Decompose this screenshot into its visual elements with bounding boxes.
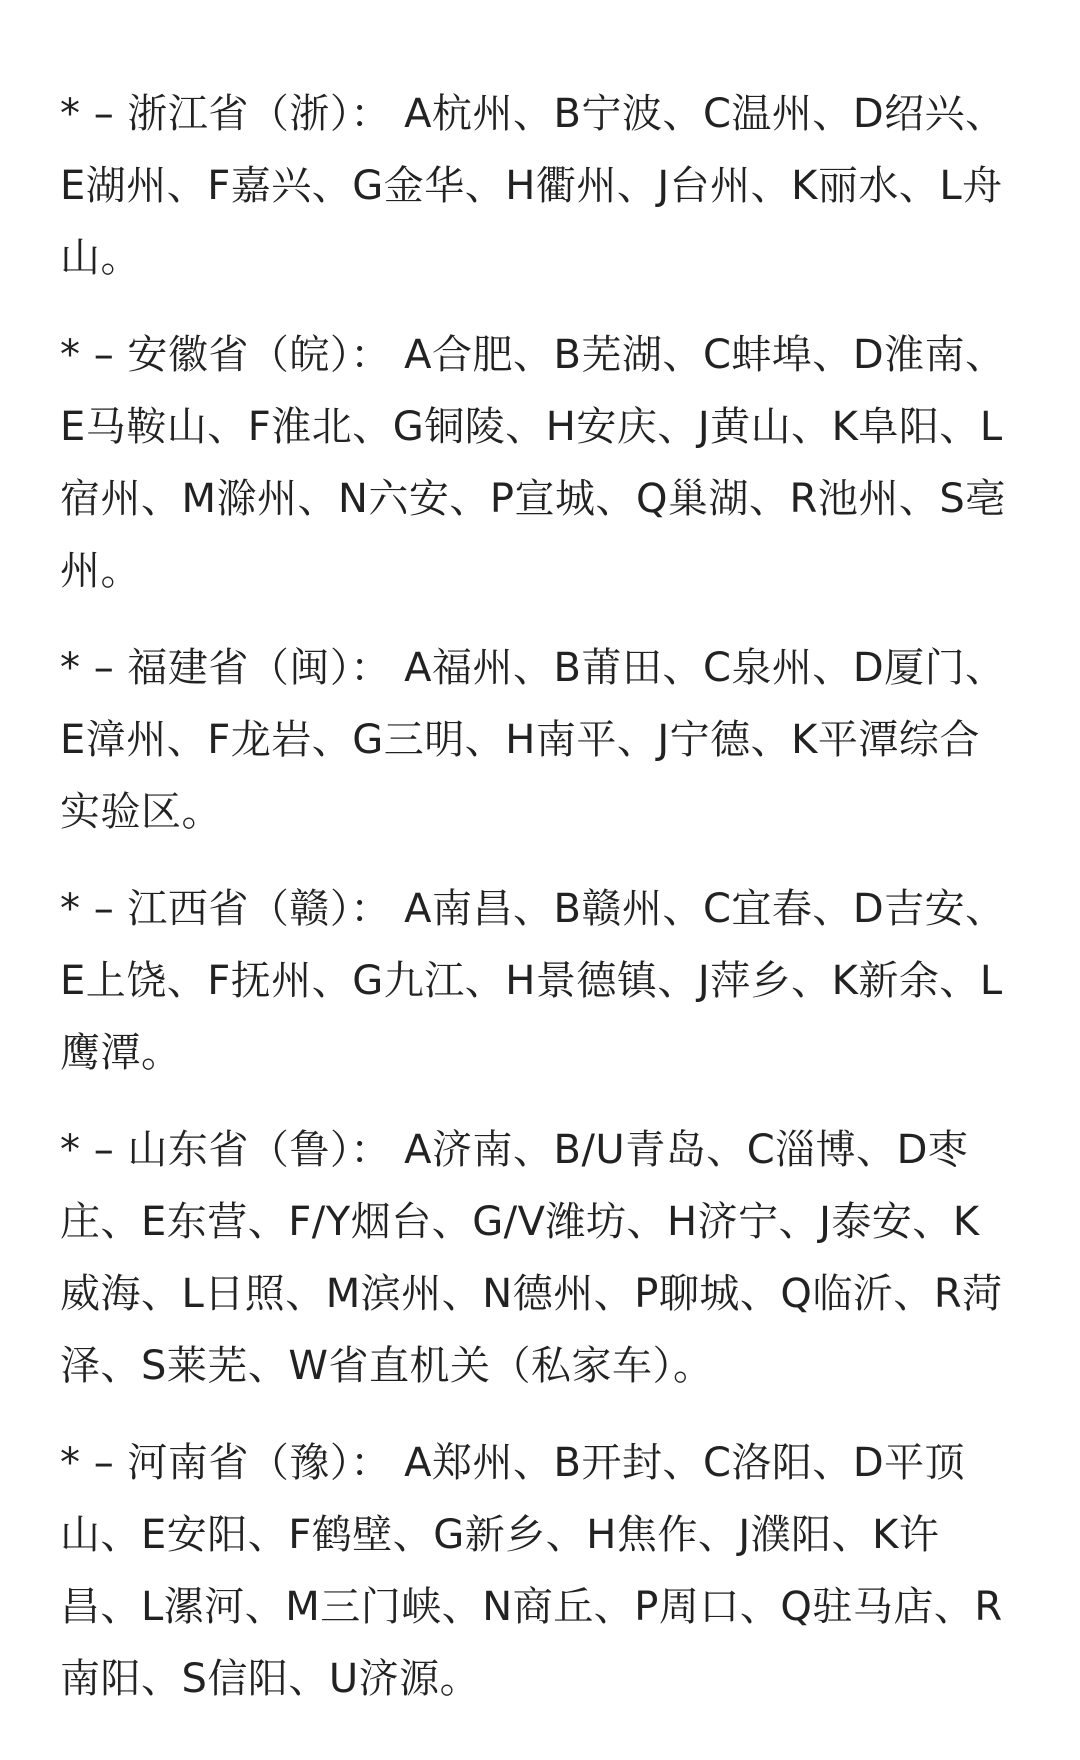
province-entry-zhejiang [60, 78, 1020, 294]
province-entry-jiangxi [60, 873, 1020, 1089]
province-text-zhejiang: * – 浙江省（浙）： A杭州、B宁波、C温州、D绍兴、E湖州、F嘉兴、G金华、H衢州、J台州、K丽水、L舟山。 [60, 91, 1006, 281]
province-entry-henan [60, 1427, 1020, 1715]
province-text-henan: * – 河南省（豫）： A郑州、B开封、C洛阳、D平顶山、E安阳、F鹤壁、G新乡、H焦作、J濮阳、K许昌、L漯河、M三门峡、N商丘、P周口、Q驻马店、R南阳、S信阳、U济源。 [60, 1440, 1003, 1702]
province-text-anhui: * – 安徽省（皖）： A合肥、B芜湖、C蚌埠、D淮南、E马鞍山、F淮北、G铜陵、H安庆、J黄山、K阜阳、L宿州、M滁州、N六安、P宣城、Q巢湖、R池州、S亳州。 [60, 332, 1006, 594]
province-entry-fujian [60, 632, 1020, 848]
province-entry-shandong [60, 1114, 1020, 1402]
province-text-fujian: * – 福建省（闽）： A福州、B莆田、C泉州、D厦门、E漳州、F龙岩、G三明、H南平、J宁德、K平潭综合实验区。 [60, 645, 1006, 835]
province-text-jiangxi: * – 江西省（赣）： A南昌、B赣州、C宜春、D吉安、E上饶、F抚州、G九江、H景德镇、J萍乡、K新余、L鹰潭。 [60, 886, 1006, 1076]
province-text-shandong: * – 山东省（鲁）： A济南、B/U青岛、C淄博、D枣庄、E东营、F/Y烟台、G/V潍坊、H济宁、J泰安、K威海、L日照、M滨州、N德州、P聊城、Q临沂、R菏泽、S莱芜、W省直机关（私家车）。 [60, 1127, 1003, 1389]
province-entry-anhui [60, 319, 1020, 607]
